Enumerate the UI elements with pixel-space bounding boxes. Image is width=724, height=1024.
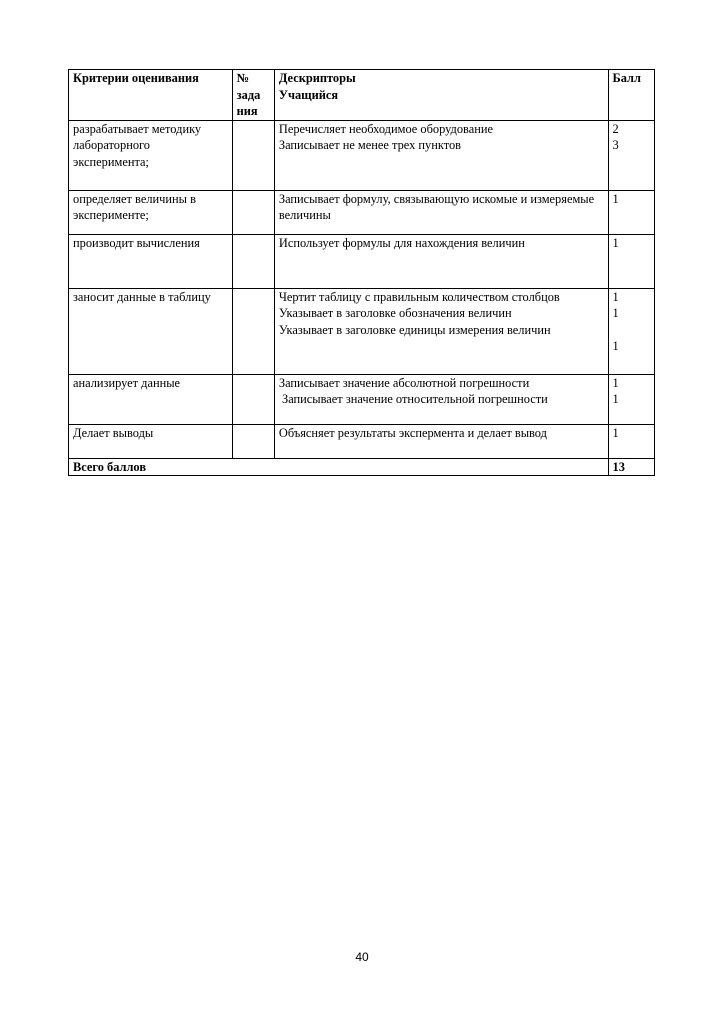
header-task-number-line: ния <box>236 104 258 118</box>
descriptor-cell <box>274 120 608 190</box>
criteria-cell: производит вычисления <box>69 234 233 288</box>
descriptor-item: Записывает формулу, связывающую искомые и измеряемые величины <box>278 191 598 222</box>
descriptor-cell <box>274 234 608 288</box>
table-header-row <box>69 70 655 121</box>
points-value: 3 <box>612 138 619 152</box>
points-cell <box>608 190 654 234</box>
criteria-cell: разрабатывает методику лабораторного эксперимента; <box>69 120 233 190</box>
table-row <box>69 374 655 424</box>
descriptor-cell <box>274 424 608 458</box>
points-cell <box>608 288 654 374</box>
total-row <box>69 458 655 476</box>
task-number-cell <box>232 190 274 234</box>
points-cell <box>608 120 654 190</box>
rubric-body <box>69 120 655 458</box>
header-descriptors-title: Дескрипторы <box>278 71 356 85</box>
descriptor-item: Объясняет результаты экспермента и делает вывод <box>278 425 547 440</box>
points-value: 1 <box>612 339 619 353</box>
header-task-number-line: зада <box>236 87 261 102</box>
points-value: 1 <box>612 306 619 320</box>
assessment-rubric-table <box>68 69 655 476</box>
descriptor-item: Указывает в заголовке единицы измерения величин <box>278 322 551 337</box>
header-descriptors <box>274 70 608 121</box>
header-task-number <box>232 70 274 121</box>
descriptor-cell <box>274 374 608 424</box>
points-value: 1 <box>612 392 619 406</box>
points-value: 2 <box>612 121 619 136</box>
descriptor-cell <box>274 190 608 234</box>
table-row <box>69 424 655 458</box>
points-cell <box>608 374 654 424</box>
points-cell <box>608 234 654 288</box>
descriptor-item: Записывает значение относительной погрешности <box>278 392 548 406</box>
criteria-cell: определяет величины в эксперименте; <box>69 190 233 234</box>
points-value: 1 <box>612 289 619 304</box>
table-row <box>69 190 655 234</box>
header-task-number-line: № <box>236 71 250 85</box>
descriptor-item: Записывает значение абсолютной погрешности <box>278 375 530 390</box>
table-row <box>69 288 655 374</box>
points-value: 1 <box>612 375 619 390</box>
criteria-cell: заносит данные в таблицу <box>69 288 233 374</box>
descriptor-item: Указывает в заголовке обозначения величин <box>278 306 512 320</box>
total-label: Всего баллов <box>69 458 609 476</box>
points-value <box>613 322 650 339</box>
points-value: 1 <box>612 425 619 440</box>
page-number: 40 <box>355 950 369 964</box>
task-number-cell <box>232 374 274 424</box>
descriptor-cell <box>274 288 608 374</box>
header-points: Балл <box>608 70 654 121</box>
task-number-cell <box>232 424 274 458</box>
table-row <box>69 120 655 190</box>
header-criteria: Критерии оценивания <box>69 70 233 121</box>
descriptor-item: Записывает не менее трех пунктов <box>278 138 462 152</box>
descriptor-item: Использует формулы для нахождения величин <box>278 235 525 250</box>
points-value: 1 <box>612 191 619 206</box>
points-value: 1 <box>612 235 619 250</box>
criteria-cell: Делает выводы <box>69 424 233 458</box>
table-row <box>69 234 655 288</box>
points-cell <box>608 424 654 458</box>
criteria-cell: анализирует данные <box>69 374 233 424</box>
task-number-cell <box>232 288 274 374</box>
task-number-cell <box>232 234 274 288</box>
total-value: 13 <box>608 458 654 476</box>
task-number-cell <box>232 120 274 190</box>
descriptor-item: Чертит таблицу с правильным количеством столбцов <box>278 289 560 304</box>
header-descriptors-subtitle: Учащийся <box>278 87 339 102</box>
descriptor-item: Перечисляет необходимое оборудование <box>278 121 493 136</box>
